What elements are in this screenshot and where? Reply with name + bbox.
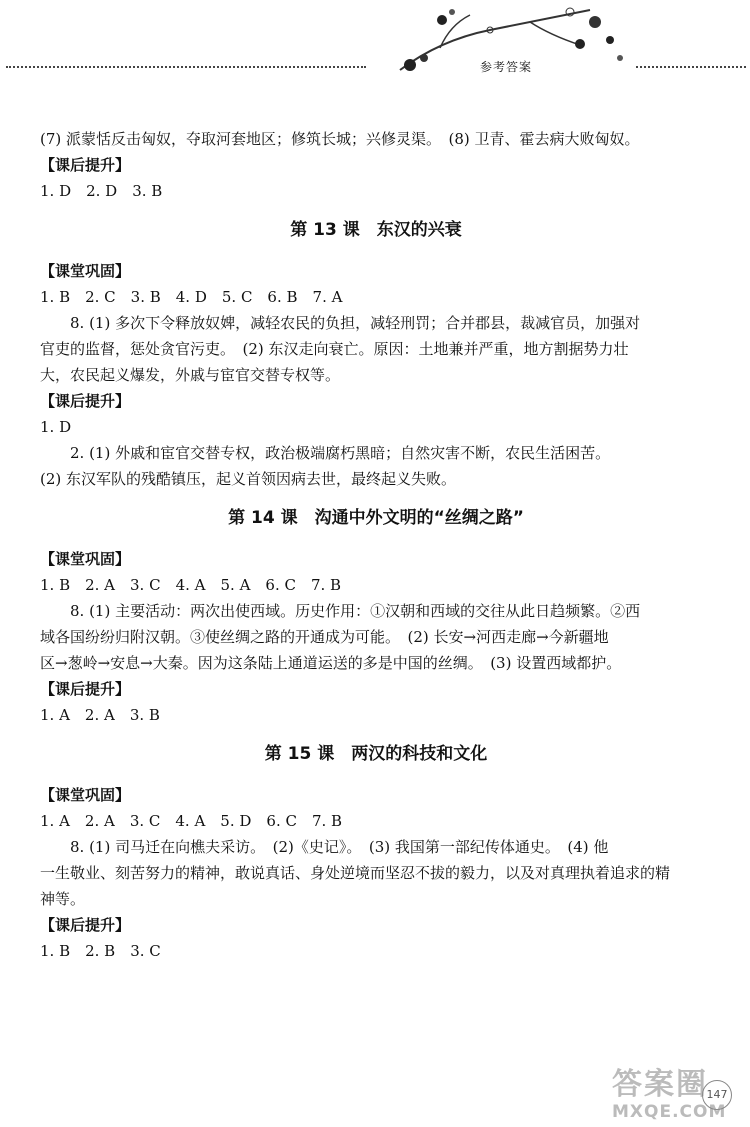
answer-line: (7) 派蒙恬反击匈奴，夺取河套地区；修筑长城；兴修灵渠。 (8) 卫青、霍去病大败匈奴。 — [40, 130, 640, 148]
answer-content — [40, 126, 712, 964]
header-dotted-rule-right — [636, 66, 746, 68]
answer-line: 2. (1) 外戚和宦官交替专权，政治极端腐朽黑暗；自然灾害不断，农民生活困苦。 — [70, 444, 611, 462]
header-dotted-rule-left — [6, 66, 366, 68]
page-number: 147 — [702, 1080, 732, 1110]
lesson-title: 第 13 课 东汉的兴衰 — [290, 220, 462, 240]
answer-line: 8. (1) 主要活动：两次出使西域。历史作用：①汉朝和西域的交往从此日趋频繁。②西 — [70, 602, 641, 620]
answer-line: 区→葱岭→安息→大秦。因为这条陆上通道运送的多是中国的丝绸。 (3) 设置西域都护。 — [40, 654, 622, 672]
section-heading: 【课后提升】 — [40, 916, 131, 934]
plum-blossom-ink-icon — [380, 0, 640, 90]
answer-line: 一生敬业、刻苦努力的精神，敢说真话、身处逆境而坚忍不拔的毅力，以及对真理执着追求的精 — [40, 864, 671, 882]
section-heading: 【课后提升】 — [40, 680, 131, 698]
header-title: 参考答案 — [480, 60, 533, 74]
section-heading: 【课堂巩固】 — [40, 786, 131, 804]
answer-line: 域各国纷纷归附汉朝。③使丝绸之路的开通成为可能。 (2) 长安→河西走廊→今新疆地 — [40, 628, 609, 646]
lesson-title: 第 14 课 沟通中外文明的“丝绸之路” — [228, 508, 524, 528]
section-heading: 【课后提升】 — [40, 392, 131, 410]
answer-line: 8. (1) 司马迁在向樵夫采访。 (2)《史记》。 (3) 我国第一部纪传体通史。 (4) 他 — [70, 838, 609, 856]
answer-line: (2) 东汉军队的残酷镇压，起义首领因病去世，最终起义失败。 — [40, 470, 457, 488]
page-header — [0, 0, 750, 90]
answer-line: 1. B 2. A 3. C 4. A 5. A 6. C 7. B — [40, 576, 342, 594]
section-heading: 【课堂巩固】 — [40, 550, 131, 568]
answer-line: 大，农民起义爆发，外戚与宦官交替专权等。 — [40, 366, 341, 384]
answer-line: 神等。 — [40, 890, 86, 908]
lesson-title: 第 15 课 两汉的科技和文化 — [264, 744, 488, 764]
answer-line: 官吏的监督，惩处贪官污吏。 (2) 东汉走向衰亡。原因：土地兼并严重，地方割据势力壮 — [40, 340, 629, 358]
answer-line: 1. B 2. B 3. C — [40, 942, 161, 960]
answer-line: 8. (1) 多次下令释放奴婢，减轻农民的负担，减轻刑罚；合并郡县，裁减官员，加强对 — [70, 314, 641, 332]
watermark-top-text: 答案圈 — [612, 1067, 708, 1102]
answer-line: 1. D — [40, 418, 72, 436]
answer-line: 1. A 2. A 3. C 4. A 5. D 6. C 7. B — [40, 812, 343, 830]
watermark-bottom-text: MXQE.COM — [612, 1102, 727, 1122]
answer-line: 1. A 2. A 3. B — [40, 706, 160, 724]
answer-line: 1. D 2. D 3. B — [40, 182, 163, 200]
section-heading: 【课堂巩固】 — [40, 262, 131, 280]
answer-line: 1. B 2. C 3. B 4. D 5. C 6. B 7. A — [40, 288, 343, 306]
section-heading: 【课后提升】 — [40, 156, 131, 174]
